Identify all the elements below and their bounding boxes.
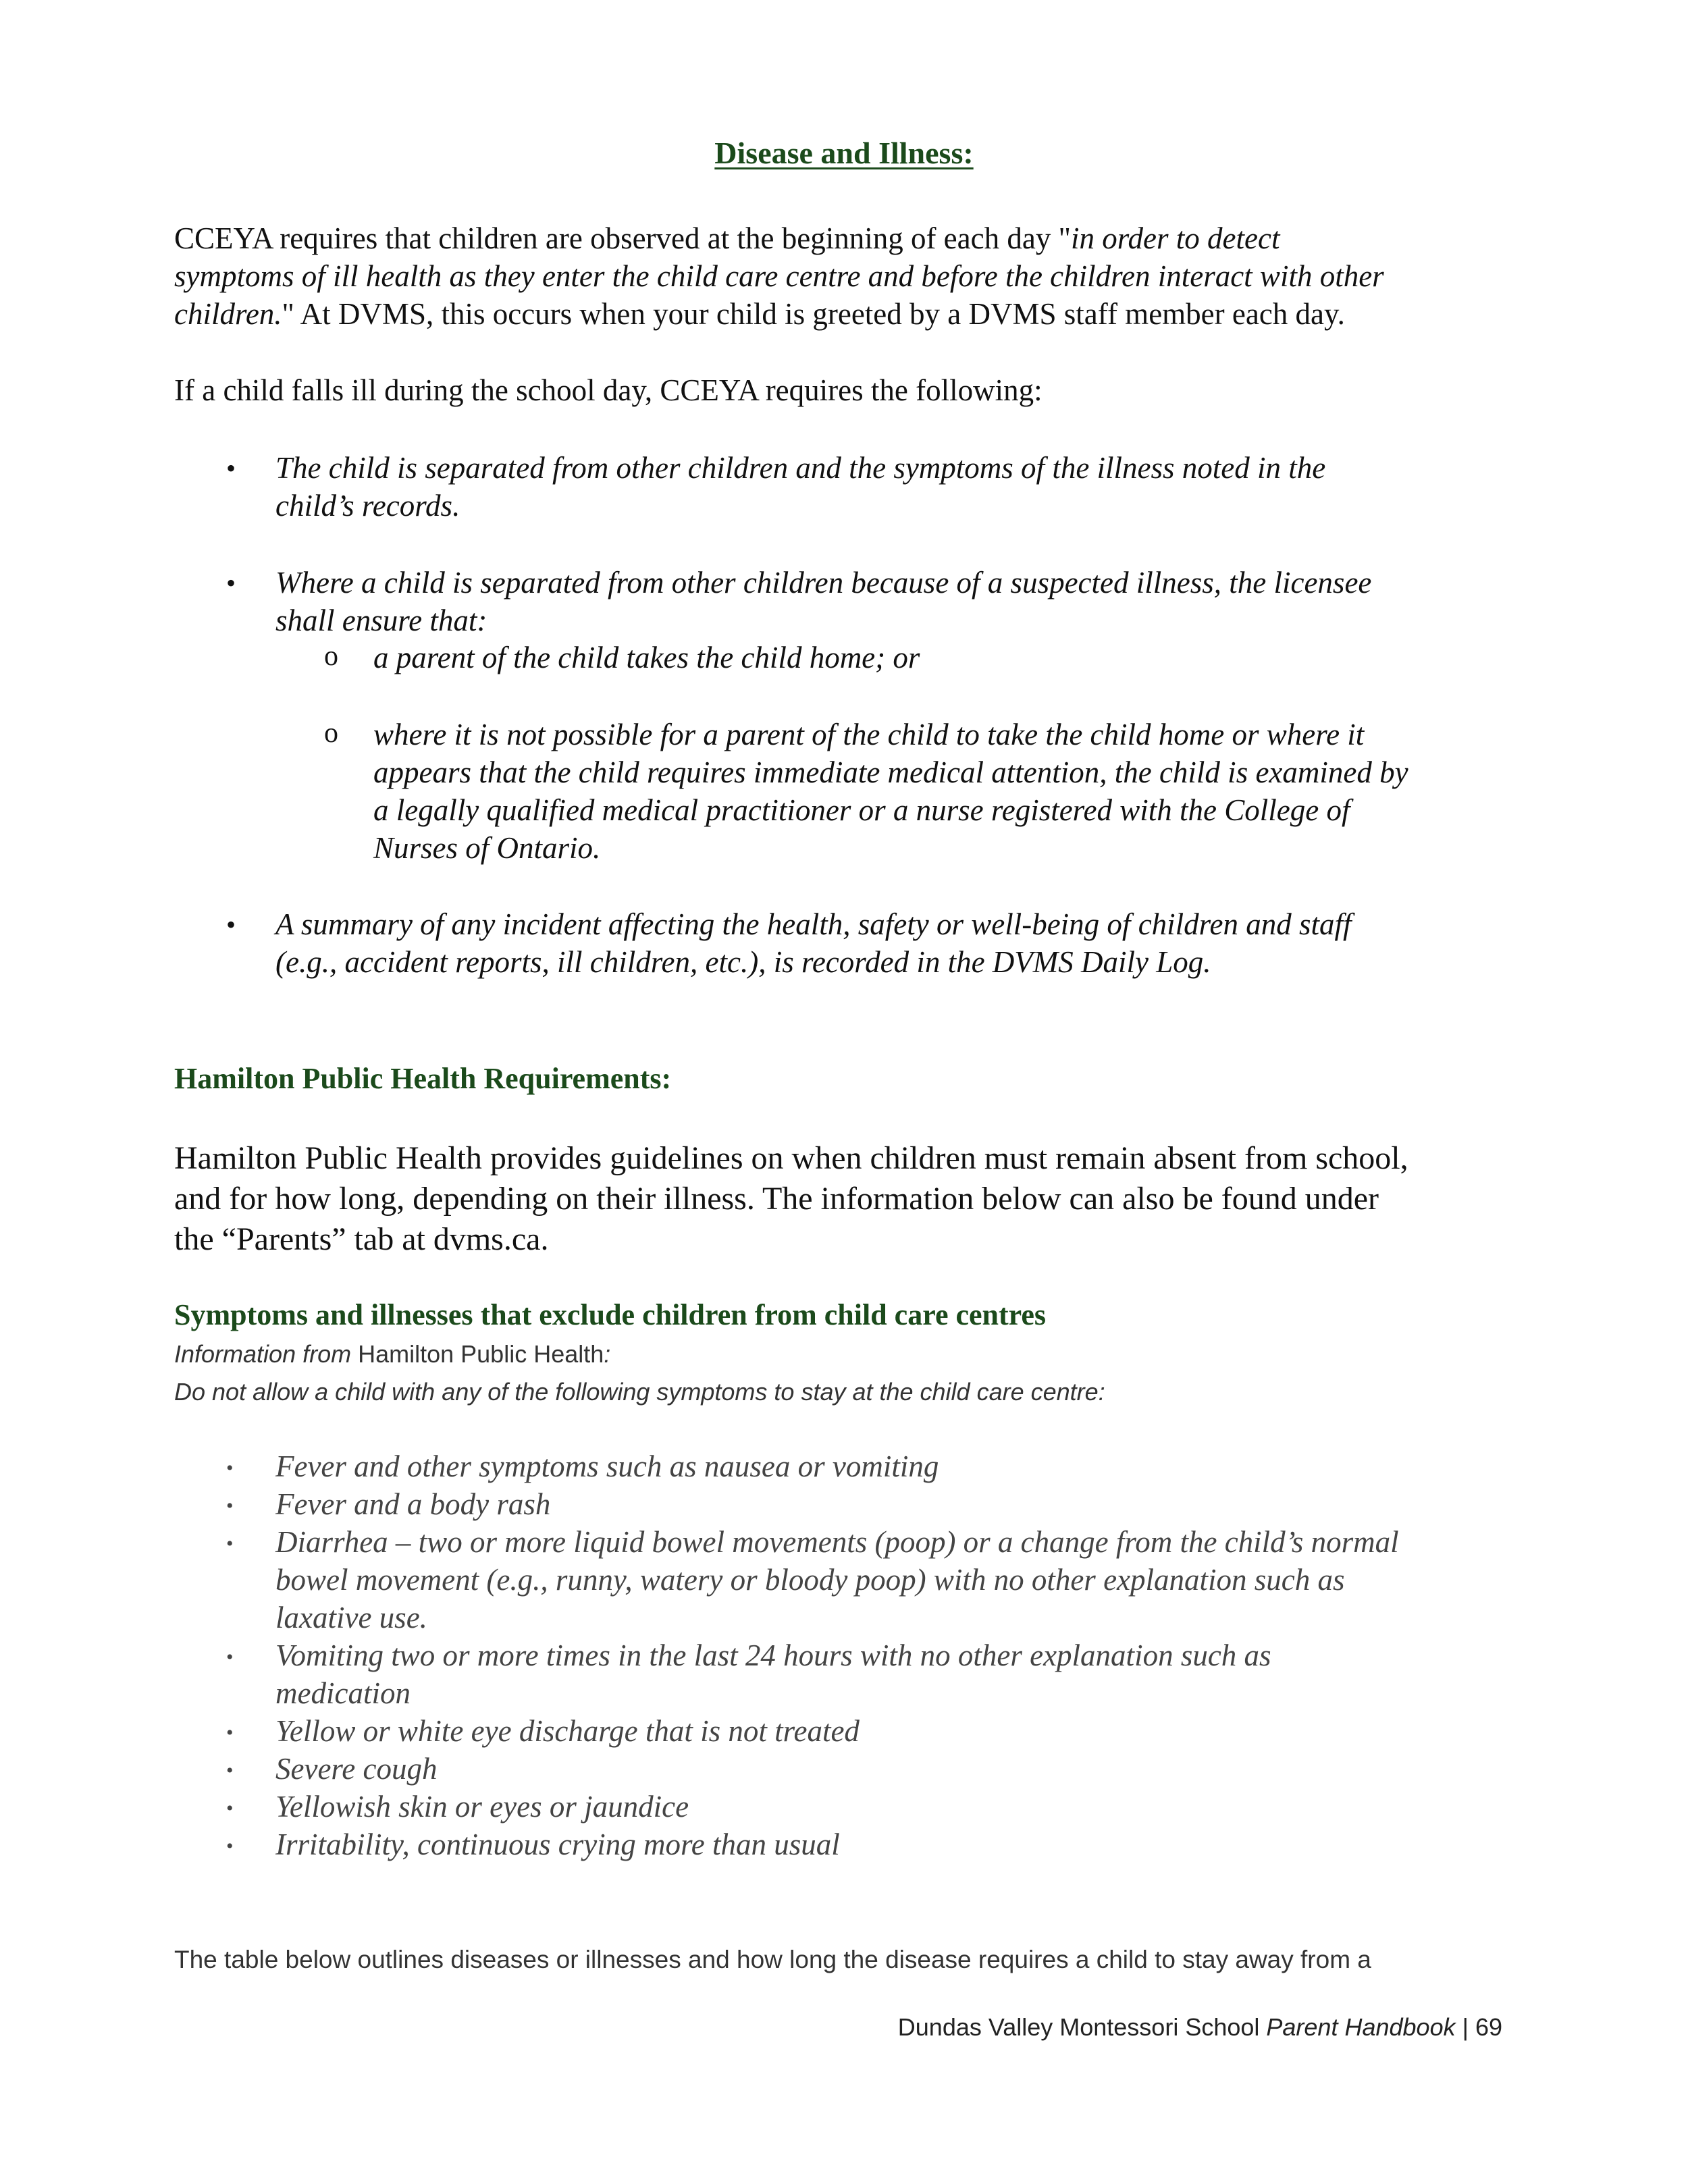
sub-requirement-2-line-1: where it is not possible for a parent of the child to take the child home or where it xyxy=(373,718,1365,751)
ill-intro: If a child falls ill during the school day, CCEYA requires the following: xyxy=(174,373,1043,407)
requirement-3-line-2: (e.g., accident reports, ill children, etc.), is recorded in the DVMS Daily Log. xyxy=(275,945,1211,979)
sub-marker: o xyxy=(324,641,338,672)
info-source xyxy=(174,1335,610,1373)
requirement-1-line-1: The child is separated from other children and the symptoms of the illness noted in the xyxy=(275,451,1326,485)
footer-separator: | xyxy=(1455,2013,1475,2041)
symptom-bullet: • xyxy=(226,1835,234,1857)
symptom-item: Fever and a body rash xyxy=(275,1487,551,1521)
symptom-bullet: • xyxy=(226,1495,234,1517)
sub-marker: o xyxy=(324,718,338,749)
requirement-3-line-1: A summary of any incident affecting the health, safety or well-being of children and staff xyxy=(275,907,1352,941)
info-source-suffix: : xyxy=(604,1340,611,1368)
symptom-bullet: • xyxy=(226,1457,234,1479)
intro-text: CCEYA requires that children are observed at the beginning of each day " xyxy=(174,221,1071,255)
intro-line-2 xyxy=(174,257,1384,295)
symptom-item: Diarrhea – two or more liquid bowel movements (poop) or a change from the child’s normal xyxy=(275,1525,1399,1559)
page-footer xyxy=(898,2013,1502,2042)
footer-school: Dundas Valley Montessori School xyxy=(897,2013,1267,2041)
info-source-name: Hamilton Public Health xyxy=(358,1340,604,1368)
symptom-item: Fever and other symptoms such as nausea or vomiting xyxy=(275,1449,939,1483)
symptom-bullet: • xyxy=(226,1722,234,1744)
intro-line-1 xyxy=(174,219,1280,257)
symptom-item: Yellow or white eye discharge that is not treated xyxy=(275,1714,860,1748)
symptom-bullet: • xyxy=(226,1533,234,1555)
intro-line-3 xyxy=(174,295,1345,333)
table-intro-text: The table below outlines diseases or illnesses and how long the disease requires a child to stay away from a xyxy=(174,1946,1371,1973)
bullet-marker: • xyxy=(226,568,236,598)
symptom-bullet: • xyxy=(226,1646,234,1668)
sub-requirement-2-line-2: appears that the child requires immediate medical attention, the child is examined by xyxy=(373,755,1408,789)
symptom-bullet: • xyxy=(226,1759,234,1782)
symptom-item: Irritability, continuous crying more than usual xyxy=(275,1828,840,1861)
requirement-1-line-2: child’s records. xyxy=(275,489,460,523)
bullet-marker: • xyxy=(226,909,236,940)
intro-quote: symptoms of ill health as they enter the child care centre and before the children interact with other xyxy=(174,259,1384,293)
intro-text: " At DVMS, this occurs when your child is greeted by a DVMS staff member each day. xyxy=(282,297,1345,331)
symptom-item: Yellowish skin or eyes or jaundice xyxy=(275,1790,689,1823)
requirement-2-line-2: shall ensure that: xyxy=(275,604,487,637)
hph-para-line-1: Hamilton Public Health provides guidelines on when children must remain absent from school, xyxy=(174,1140,1408,1176)
symptom-item-continued: laxative use. xyxy=(275,1601,427,1634)
symptom-item: Severe cough xyxy=(275,1752,438,1786)
hph-para-line-2: and for how long, depending on their illness. The information below can also be found under xyxy=(174,1181,1379,1217)
intro-quote: in order to detect xyxy=(1070,221,1280,255)
symptom-item-continued: medication xyxy=(275,1676,411,1710)
sub-requirement-1: a parent of the child takes the child home; or xyxy=(373,641,920,674)
page-title: Disease and Illness: xyxy=(714,136,974,170)
requirement-2-line-1: Where a child is separated from other children because of a suspected illness, the licensee xyxy=(275,566,1372,600)
sub-requirement-2-line-4: Nurses of Ontario. xyxy=(373,831,601,865)
symptom-bullet: • xyxy=(226,1797,234,1819)
page-number: 69 xyxy=(1475,2013,1502,2041)
do-not-allow-text: Do not allow a child with any of the following symptoms to stay at the child care centre: xyxy=(174,1378,1105,1406)
symptom-item-continued: bowel movement (e.g., runny, watery or bloody poop) with no other explanation such as xyxy=(275,1563,1345,1597)
symptom-item: Vomiting two or more times in the last 24 hours with no other explanation such as xyxy=(275,1639,1271,1672)
sub-requirement-2-line-3: a legally qualified medical practitioner or a nurse registered with the College of xyxy=(373,793,1350,827)
symptoms-heading: Symptoms and illnesses that exclude children from child care centres xyxy=(174,1298,1047,1331)
hph-para-line-3: the “Parents” tab at dvms.ca. xyxy=(174,1221,549,1257)
intro-quote: children. xyxy=(174,297,282,331)
footer-handbook: Parent Handbook xyxy=(1266,2013,1456,2041)
section-heading-hph: Hamilton Public Health Requirements: xyxy=(174,1062,672,1095)
info-source-prefix: Information from xyxy=(174,1340,359,1368)
bullet-marker: • xyxy=(226,453,236,483)
